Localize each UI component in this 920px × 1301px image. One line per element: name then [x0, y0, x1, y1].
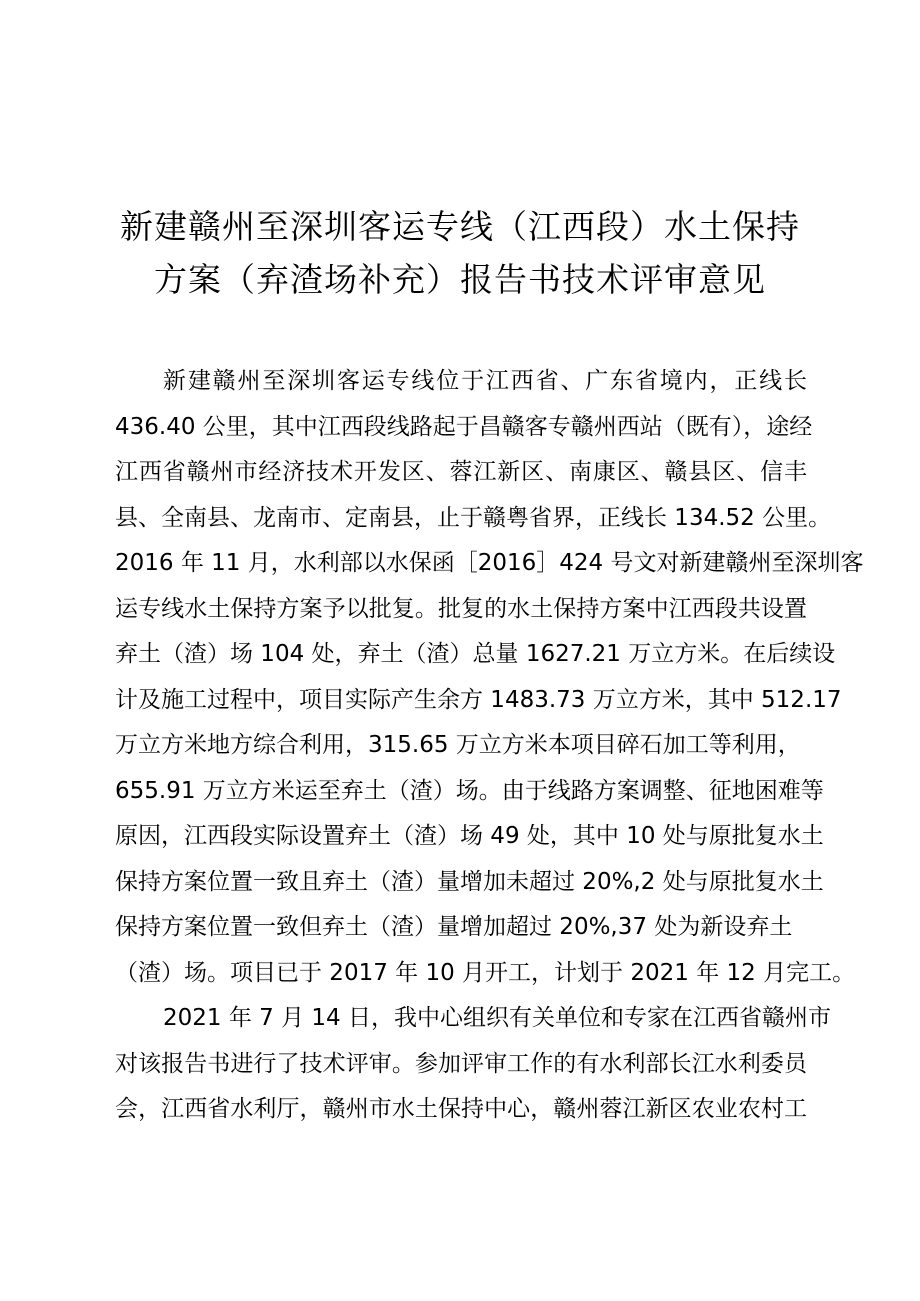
title-line-1: 新建赣州至深圳客运专线（江西段）水土保持 — [120, 207, 800, 246]
paragraph-line: 原因，江西段实际设置弃土（渣）场 49 处，其中 10 处与原批复水土 — [115, 823, 824, 849]
paragraph-line: 江西省赣州市经济技术开发区、蓉江新区、南康区、赣县区、信丰 — [115, 459, 807, 485]
paragraph-line: 万立方米地方综合利用，315.65 万立方米本项目碎石加工等利用， — [115, 732, 801, 758]
paragraph-line: 2016 年 11 月，水利部以水保函［2016］424 号文对新建赣州至深圳客 — [115, 550, 864, 576]
paragraph-line: 计及施工过程中，项目实际产生余方 1483.73 万立方米，其中 512.17 — [115, 686, 842, 713]
paragraph-line: 655.91 万立方米运至弃土（渣）场。由于线路方案调整、征地困难等 — [115, 777, 824, 804]
paragraph-2 — [115, 996, 831, 1133]
paragraph-line: 保持方案位置一致且弃土（渣）量增加未超过 20%,2 处与原批复水土 — [115, 868, 824, 895]
paragraph-line: 弃土（渣）场 104 处，弃土（渣）总量 1627.21 万立方米。在后续设 — [115, 641, 836, 667]
paragraph-line: 县、全南县、龙南市、定南县，止于赣粤省界，正线长 134.52 公里。 — [115, 504, 832, 531]
paragraph-line: 新建赣州至深圳客运专线位于江西省、广东省境内，正线长 — [163, 368, 807, 394]
document-title — [60, 200, 860, 306]
paragraph-line: 2021 年 7 月 14 日，我中心组织有关单位和专家在江西省赣州市 — [163, 1005, 831, 1031]
paragraph-line: （渣）场。项目已于 2017 年 10 月开工，计划于 2021 年 12 月完工。 — [115, 959, 856, 986]
paragraph-line: 保持方案位置一致但弃土（渣）量增加超过 20%,37 处为新设弃土 — [115, 914, 793, 940]
paragraph-line: 436.40 公里，其中江西段线路起于昌赣客专赣州西站（既有），途经 — [115, 413, 813, 440]
paragraph-line: 对该报告书进行了技术评审。参加评审工作的有水利部长江水利委员 — [115, 1050, 807, 1077]
paragraph-line: 会，江西省水利厅，赣州市水土保持中心，赣州蓉江新区农业农村工 — [115, 1096, 807, 1122]
document-body — [115, 359, 864, 1133]
paragraph-1 — [115, 359, 864, 996]
title-line-2: 方案（弃渣场补充）报告书技术评审意见 — [154, 260, 766, 299]
paragraph-line: 运专线水土保持方案予以批复。批复的水土保持方案中江西段共设置 — [115, 595, 807, 622]
